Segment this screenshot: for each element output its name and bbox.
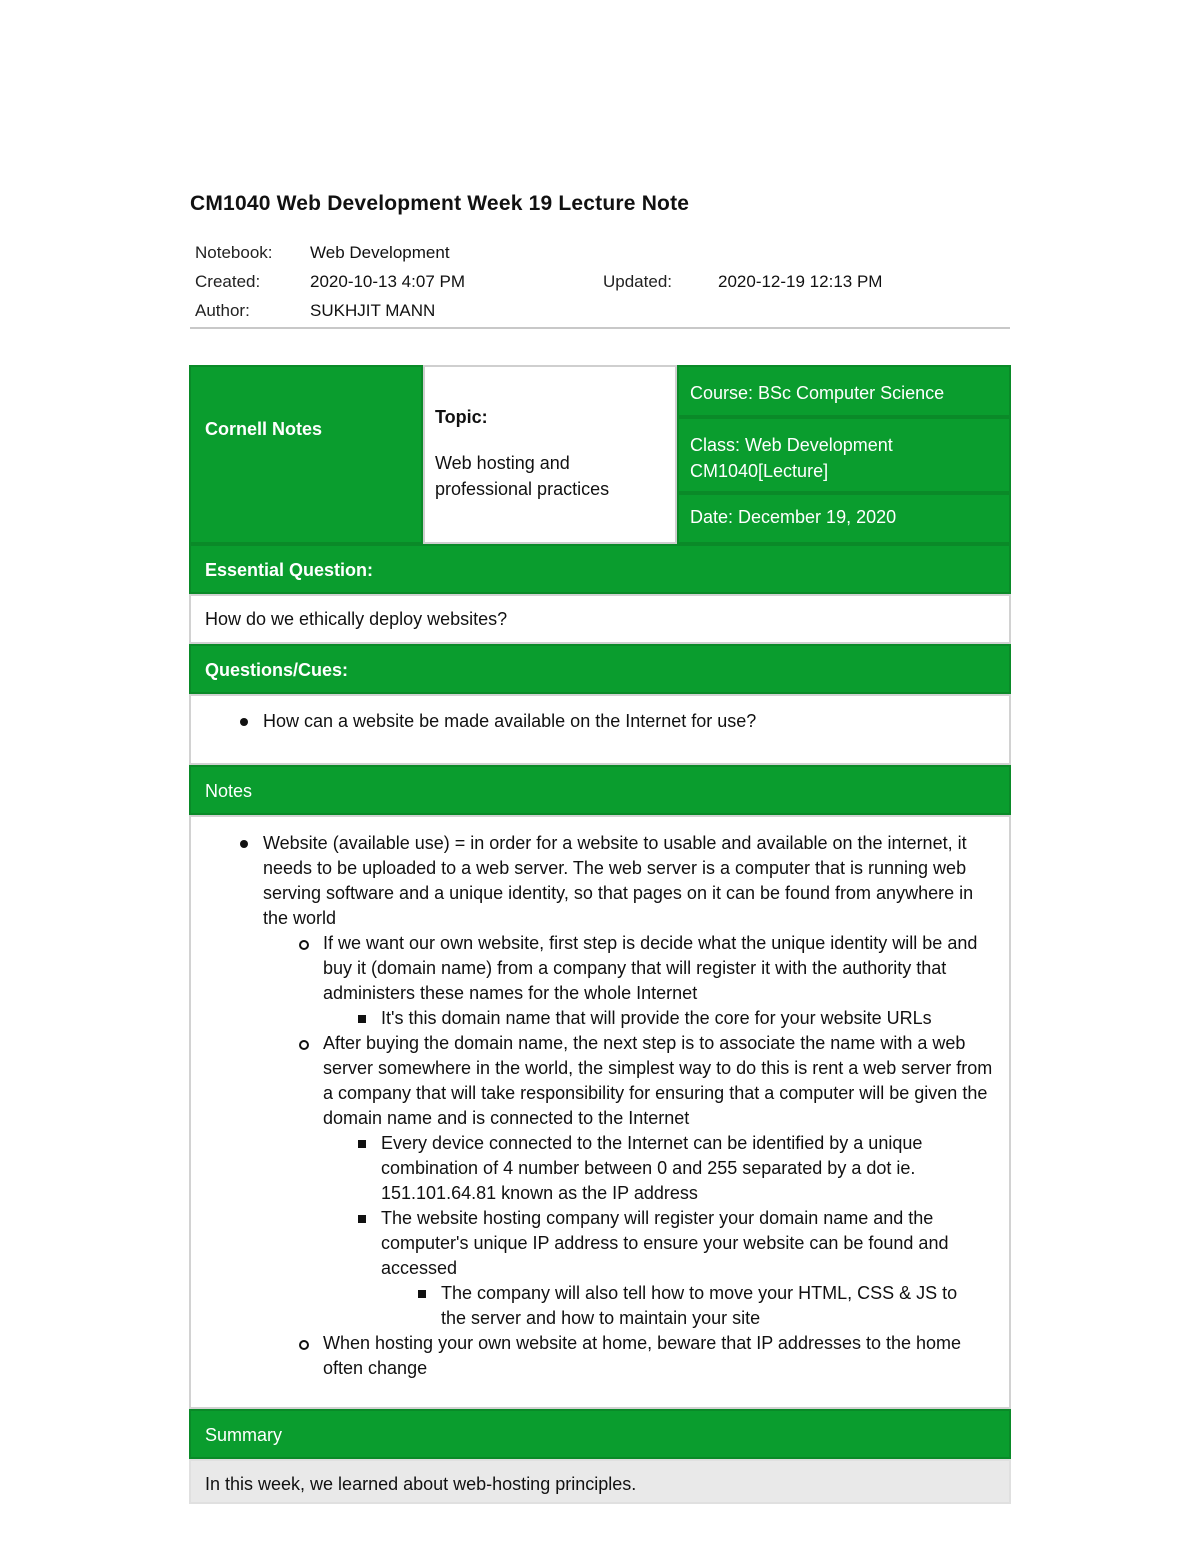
course-cell: Course: BSc Computer Science bbox=[677, 365, 1011, 417]
notes-header: Notes bbox=[189, 765, 1011, 815]
created-value: 2020-10-13 4:07 PM bbox=[310, 272, 465, 291]
list-item-text: How can a website be made available on the Internet for use? bbox=[263, 711, 757, 731]
cues-list bbox=[191, 709, 1009, 734]
bullet-icon bbox=[299, 940, 309, 950]
list-item-text: After buying the domain name, the next step is to associate the name with a web server somewhere in the world, the simplest way to do this is rent a web server from a company that will take responsibility for ensuring that a computer will be given the domain name and is connected to the Internet bbox=[323, 1033, 993, 1128]
essential-question-header: Essential Question: bbox=[189, 544, 1011, 594]
list-item-text: It's this domain name that will provide the core for your website URLs bbox=[381, 1008, 932, 1028]
summary-header: Summary bbox=[189, 1409, 1011, 1459]
class-cell: Class: Web Development CM1040[Lecture] bbox=[677, 417, 1011, 493]
note-metadata bbox=[195, 243, 1010, 330]
list-item-text: The company will also tell how to move your HTML, CSS & JS to the server and how to maintain your site bbox=[441, 1283, 958, 1328]
notes-body bbox=[189, 815, 1011, 1409]
list-item-text: If we want our own website, first step is decide what the unique identity will be and buy it (domain name) from a company that will register it with the authority that administers these names for the whole Internet bbox=[323, 933, 978, 1003]
list-item-text: Every device connected to the Internet can be identified by a unique combination of 4 number between 0 and 255 separated by a dot ie. 151.101.64.81 known as the IP address bbox=[381, 1133, 923, 1203]
cornell-header bbox=[189, 365, 1011, 544]
list-item bbox=[191, 931, 1009, 1006]
list-item bbox=[191, 1006, 1009, 1031]
created-label: Created: bbox=[195, 272, 261, 291]
list-item bbox=[191, 709, 1009, 734]
updated-label: Updated: bbox=[603, 272, 672, 291]
topic-cell bbox=[423, 365, 677, 544]
list-item-text: Website (available use) = in order for a website to usable and available on the internet, it needs to be uploaded to a web server. The web server is a computer that is running web serving software and a unique identity, so that pages on it can be found from anywhere in the world bbox=[263, 833, 974, 928]
list-item-text: When hosting your own website at home, beware that IP addresses to the home often change bbox=[323, 1333, 962, 1378]
bullet-icon bbox=[358, 1215, 366, 1223]
bullet-icon bbox=[299, 1040, 309, 1050]
notebook-label: Notebook: bbox=[195, 243, 273, 262]
bullet-icon bbox=[240, 840, 248, 848]
list-item bbox=[191, 831, 1009, 931]
essential-question-text: How do we ethically deploy websites? bbox=[189, 594, 1011, 644]
bullet-icon bbox=[358, 1140, 366, 1148]
list-item-text: The website hosting company will register your domain name and the computer's unique IP address to ensure your website can be found and accessed bbox=[381, 1208, 949, 1278]
notes-list bbox=[191, 831, 1009, 1381]
course-info bbox=[677, 365, 1011, 544]
topic-value: Web hosting and professional practices bbox=[435, 453, 610, 499]
topic-label: Topic: bbox=[435, 407, 488, 427]
updated-value: 2020-12-19 12:13 PM bbox=[718, 272, 883, 291]
author-value: SUKHJIT MANN bbox=[310, 301, 436, 320]
cues-header: Questions/Cues: bbox=[189, 644, 1011, 694]
list-item bbox=[191, 1206, 1009, 1281]
summary-text: In this week, we learned about web-hosting principles. bbox=[189, 1459, 1011, 1504]
list-item bbox=[191, 1131, 1009, 1206]
note-title: CM1040 Web Development Week 19 Lecture Note bbox=[190, 192, 690, 215]
cornell-heading: Cornell Notes bbox=[189, 365, 423, 544]
list-item bbox=[191, 1031, 1009, 1131]
metadata-divider bbox=[190, 327, 1010, 329]
list-item bbox=[191, 1331, 1009, 1381]
bullet-icon bbox=[299, 1340, 309, 1350]
notebook-value: Web Development bbox=[310, 243, 450, 262]
bullet-icon bbox=[418, 1290, 426, 1298]
bullet-icon bbox=[240, 718, 248, 726]
cues-body bbox=[189, 694, 1011, 765]
list-item bbox=[191, 1281, 1009, 1331]
author-label: Author: bbox=[195, 301, 250, 320]
cornell-notes-table bbox=[189, 365, 1011, 1504]
date-cell: Date: December 19, 2020 bbox=[677, 493, 1011, 544]
bullet-icon bbox=[358, 1015, 366, 1023]
